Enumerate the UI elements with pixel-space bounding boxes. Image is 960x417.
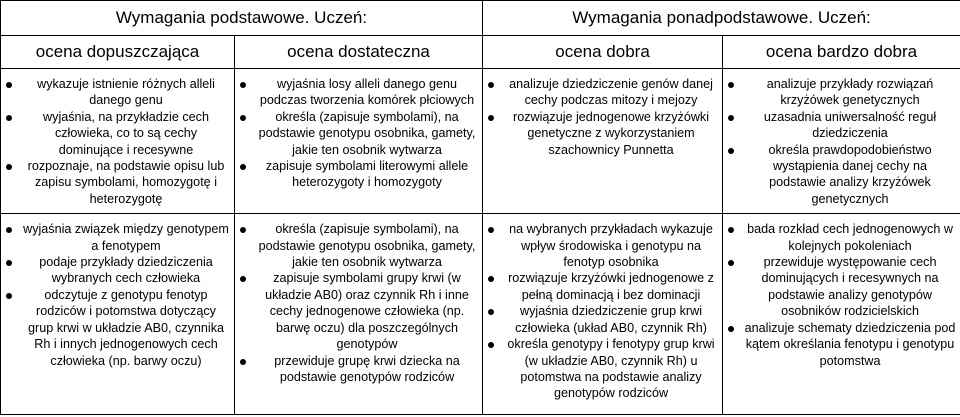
list-item: wyjaśnia związek między genotypem a fenotypem [5,221,230,254]
list-item: rozpoznaje, na podstawie opisu lub zapisu symbolami, homozygotę i heterozygotę [5,158,230,207]
requirement-list [235,69,482,197]
basic-requirements-header: Wymagania podstawowe. Uczeń: [1,1,483,36]
table-cell [723,69,960,214]
table-cell [235,214,483,415]
requirement-list [1,69,234,213]
grade-header-bardzo-dobra: ocena bardzo dobra [723,36,960,69]
list-item: przewiduje występowanie cech dominujących i recesywnych na podstawie analizy genotypów osobników rodzicielskich [727,254,956,320]
header-row-grades [1,36,960,69]
advanced-requirements-header: Wymagania ponadpodstawowe. Uczeń: [483,1,960,36]
list-item: podaje przykłady dziedziczenia wybranych cech człowieka [5,254,230,287]
list-item: rozwiązuje jednogenowe krzyżówki genetyczne z wykorzystaniem szachownicy Punnetta [487,109,718,158]
requirement-list [723,69,960,213]
requirement-list [483,214,722,407]
list-item: wyjaśnia dziedziczenie grup krwi człowieka (układ AB0, czynnik Rh) [487,303,718,336]
table-cell [235,69,483,214]
requirement-list [235,214,482,391]
list-item: analizuje schematy dziedziczenia pod kątem określania fenotypu i genotypu potomstwa [727,320,956,369]
list-item: analizuje przykłady rozwiązań krzyżówek genetycznych [727,76,956,109]
list-item: określa (zapisuje symbolami), na podstawie genotypu osobnika, gamety, jakie ten osobnik wytwarza [239,109,478,158]
list-item: odczytuje z genotypu fenotyp rodziców i potomstwa dotyczący grup krwi w układzie AB0, czynnika Rh i innych jednogenowych cech człowieka (np. barwy oczu) [5,287,230,369]
list-item: wykazuje istnienie różnych alleli danego genu [5,76,230,109]
table-cell [723,214,960,415]
list-item: przewiduje grupę krwi dziecka na podstawie genotypów rodziców [239,353,478,386]
grade-header-dopuszczajaca: ocena dopuszczająca [1,36,235,69]
table-cell [483,214,723,415]
list-item: określa prawdopodobieństwo wystąpienia danej cechy na podstawie analizy krzyżówek genetycznych [727,142,956,208]
table-cell [1,214,235,415]
requirement-list [483,69,722,164]
list-item: wyjaśnia losy alleli danego genu podczas tworzenia komórek płciowych [239,76,478,109]
table-row [1,214,960,415]
list-item: uzasadnia uniwersalność reguł dziedziczenia [727,109,956,142]
list-item: określa (zapisuje symbolami), na podstawie genotypu osobnika, gamety, jakie ten osobnik wytwarza [239,221,478,270]
list-item: analizuje dziedziczenie genów danej cechy podczas mitozy i mejozy [487,76,718,109]
requirement-list [723,214,960,375]
list-item: zapisuje symbolami grupy krwi (w układzie AB0) oraz czynnik Rh i inne cechy jednogenowe człowieka (np. barwę oczu) dla poszczególnych genotypów [239,270,478,352]
list-item: określa genotypy i fenotypy grup krwi (w układzie AB0, czynnik Rh) u potomstwa na podstawie analizy genotypów rodziców [487,336,718,402]
grade-header-dobra: ocena dobra [483,36,723,69]
table-row [1,69,960,214]
grade-header-dostateczna: ocena dostateczna [235,36,483,69]
header-row-requirements [1,1,960,36]
list-item: wyjaśnia, na przykładzie cech człowieka, co to są cechy dominujące i recesywne [5,109,230,158]
list-item: bada rozkład cech jednogenowych w kolejnych pokoleniach [727,221,956,254]
table-cell [1,69,235,214]
list-item: rozwiązuje krzyżówki jednogenowe z pełną dominacją i bez dominacji [487,270,718,303]
list-item: na wybranych przykładach wykazuje wpływ środowiska i genotypu na fenotyp osobnika [487,221,718,270]
list-item: zapisuje symbolami literowymi allele heterozygoty i homozygoty [239,158,478,191]
requirement-list [1,214,234,375]
table-cell [483,69,723,214]
